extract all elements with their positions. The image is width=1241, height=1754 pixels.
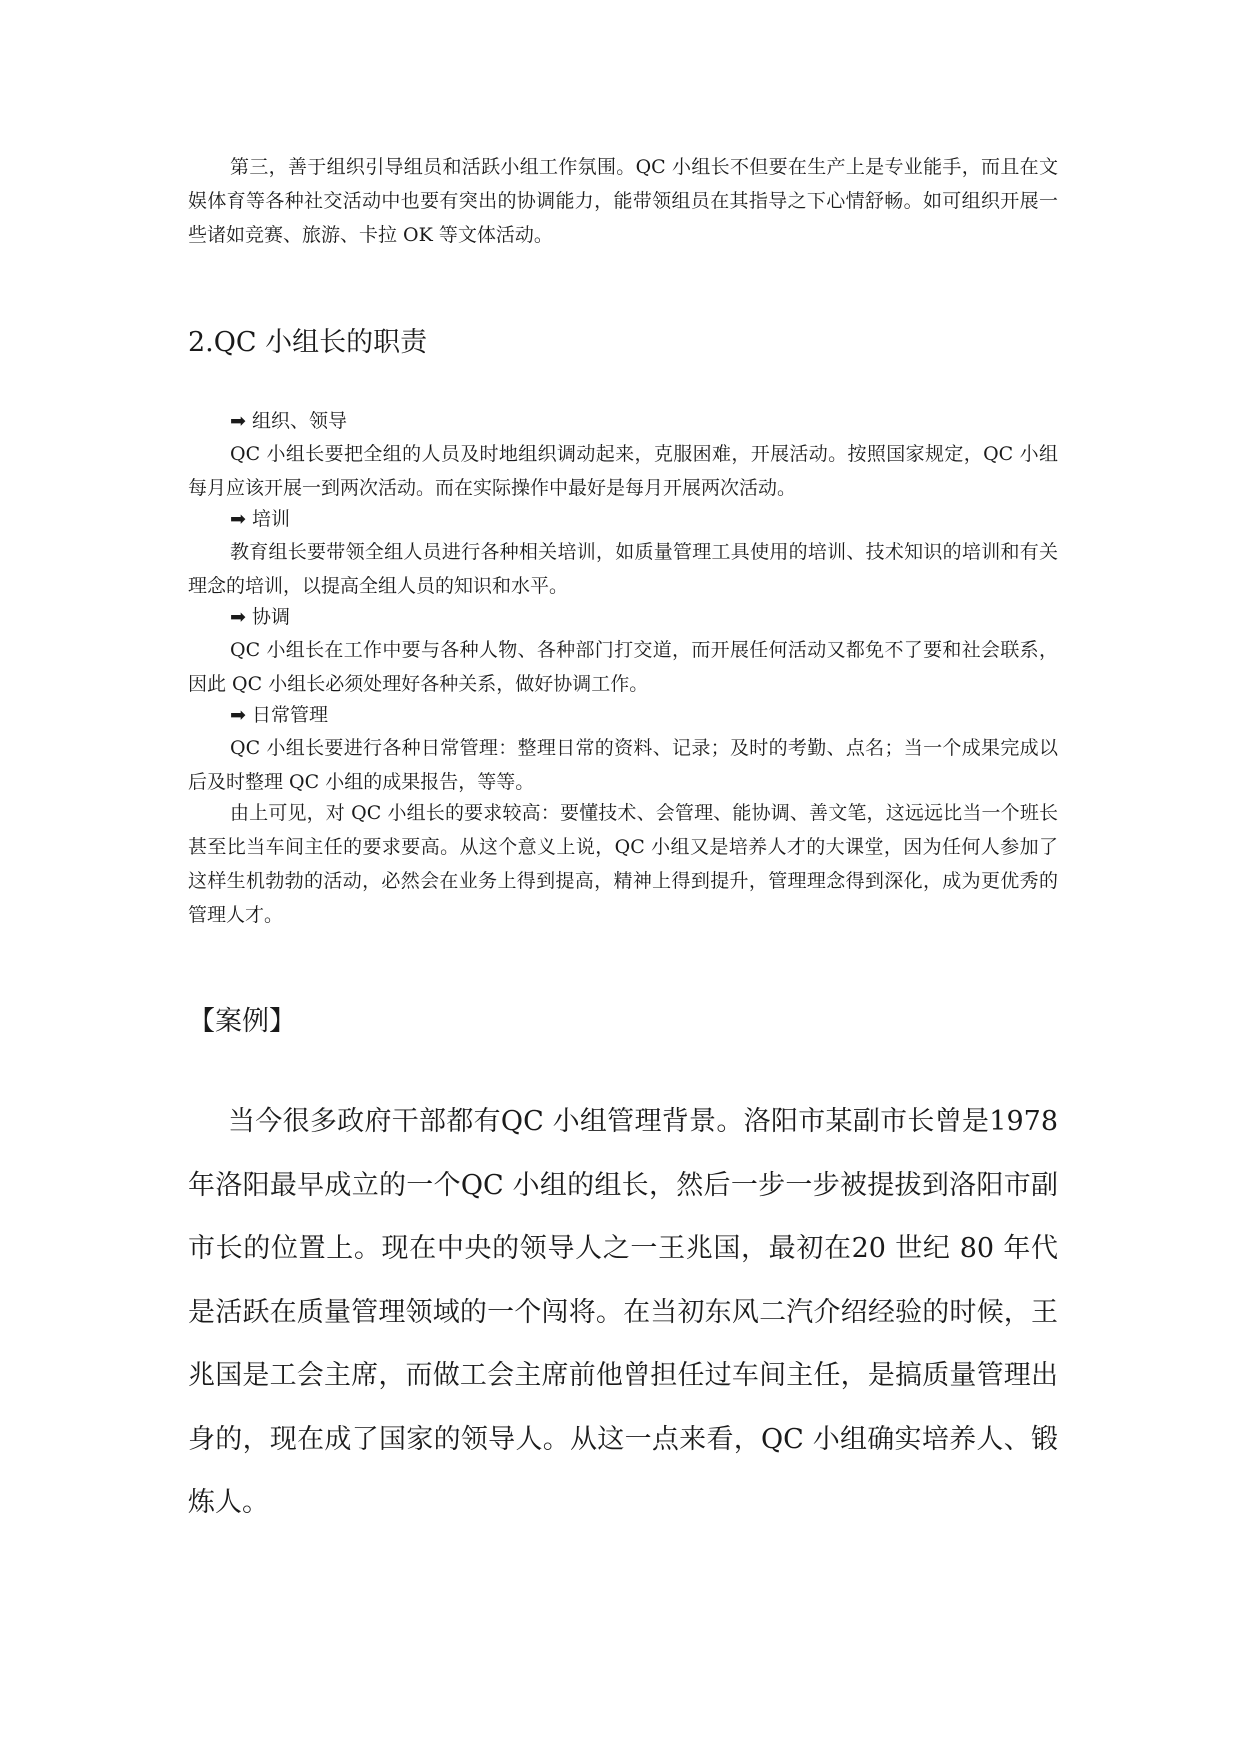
bullet-text-organize: QC 小组长要把全组的人员及时地组织调动起来，克服困难，开展活动。按照国家规定，QC 小组每月应该开展一到两次活动。而在实际操作中最好是每月开展两次活动。 — [188, 443, 1058, 499]
section-heading: 2.QC 小组长的职责 — [188, 327, 428, 358]
case-body: 当今很多政府干部都有QC 小组管理背景。洛阳市某副市长曾是1978 年洛阳最早成立的一个QC 小组的组长，然后一步一步被提拔到洛阳市副市长的位置上。现在中央的领导人之一王兆国，最初在20 世纪 80 年代是活跃在质量管理领域的一个闯将。在当初东风二汽介绍经验的时候，王兆国是工会主席，而做工会主席前他曾担任过车间主任，是搞质量管理出身的，现在成了国家的领导人。从这一点来看，QC 小组确实培养人、锻炼人。 — [188, 1106, 1058, 1518]
right-arrow-icon: ➡ — [230, 508, 246, 530]
bullet-label: 培训 — [252, 508, 291, 530]
bullet-item-coordinate — [230, 600, 290, 634]
bullet-label: 组织、领导 — [252, 410, 348, 432]
bullet-item-organize — [230, 404, 347, 438]
bullet-text-coordinate: QC 小组长在工作中要与各种人物、各种部门打交道，而开展任何活动又都免不了要和社会联系，因此 QC 小组长必须处理好各种关系，做好协调工作。 — [188, 639, 1058, 695]
case-title: 【案例】 — [188, 1006, 296, 1037]
right-arrow-icon: ➡ — [230, 704, 246, 726]
right-arrow-icon: ➡ — [230, 606, 246, 628]
bullet-label: 协调 — [252, 606, 291, 628]
bullet-item-training — [230, 502, 290, 536]
intro-paragraph: 第三，善于组织引导组员和活跃小组工作氛围。QC 小组长不但要在生产上是专业能手，而且在文娱体育等各种社交活动中也要有突出的协调能力，能带领组员在其指导之下心情舒畅。如可组织开展一些诸如竞赛、旅游、卡拉 OK 等文体活动。 — [188, 156, 1058, 246]
summary-paragraph: 由上可见，对 QC 小组长的要求较高：要懂技术、会管理、能协调、善文笔，这远远比当一个班长甚至比当车间主任的要求要高。从这个意义上说，QC 小组又是培养人才的大课堂，因为任何人参加了这样生机勃勃的活动，必然会在业务上得到提高，精神上得到提升，管理理念得到深化，成为更优秀的管理人才。 — [188, 802, 1058, 926]
bullet-item-daily-management — [230, 698, 328, 732]
bullet-label: 日常管理 — [252, 704, 329, 726]
bullet-text-daily-management: QC 小组长要进行各种日常管理：整理日常的资料、记录；及时的考勤、点名；当一个成果完成以后及时整理 QC 小组的成果报告，等等。 — [188, 737, 1058, 793]
bullet-text-training: 教育组长要带领全组人员进行各种相关培训，如质量管理工具使用的培训、技术知识的培训和有关理念的培训，以提高全组人员的知识和水平。 — [188, 541, 1058, 597]
right-arrow-icon: ➡ — [230, 410, 246, 432]
